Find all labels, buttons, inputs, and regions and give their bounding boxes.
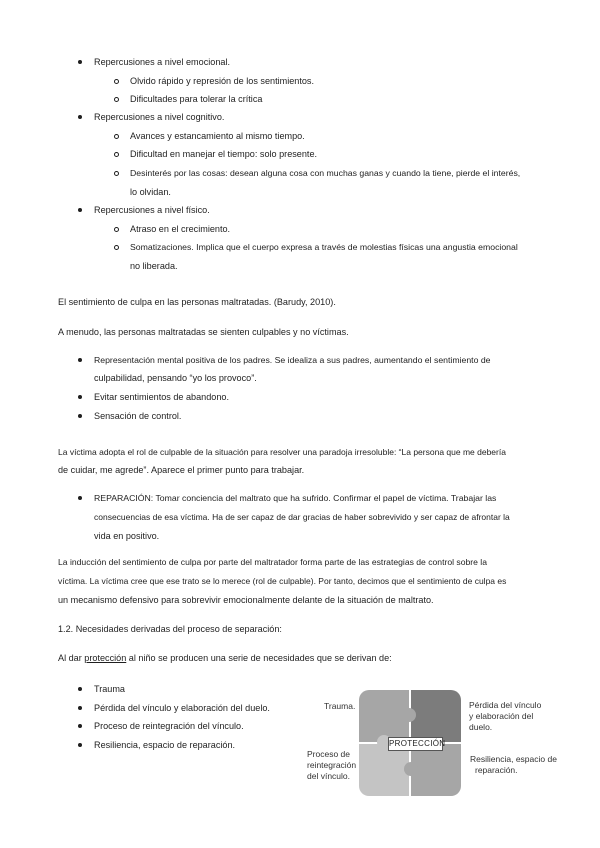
desinteres-line-2: lo olvidan. xyxy=(130,187,171,197)
puzzle-knob xyxy=(404,762,418,776)
bullet-emocional: Repercusiones a nivel emocional. xyxy=(94,57,230,67)
induccion-para-line-3: un mecanismo defensivo para sobrevivir emocionalmente delante de la situación de maltrato. xyxy=(58,595,434,605)
sub-bullet-marker xyxy=(114,152,119,157)
needs-intro-underlined: protección xyxy=(84,653,127,663)
bullet-marker xyxy=(78,706,82,710)
desinteres-line-1: Desinterés por las cosas: desean alguna cosa con muchas ganas y cuando la tiene, pierde el interés, xyxy=(130,168,521,178)
diagram-label-resiliencia-1: Resiliencia, espacio de xyxy=(470,754,557,764)
fisico-item-1: Atraso en el crecimiento. xyxy=(130,224,231,234)
culpa-bullet-2: Evitar sentimientos de abandono. xyxy=(94,392,229,402)
bullet-marker xyxy=(78,395,82,399)
sub-bullet-marker xyxy=(114,245,119,250)
bullet-marker xyxy=(78,414,82,418)
puzzle-piece-proceso xyxy=(359,744,409,796)
sub-bullet-marker xyxy=(114,79,119,84)
diagram-label-proceso-1: Proceso de xyxy=(307,749,350,759)
needs-item-3: Proceso de reintegración del vínculo. xyxy=(94,721,244,731)
bullet-marker xyxy=(78,358,82,362)
bullet-marker xyxy=(78,496,82,500)
puzzle-piece-perdida xyxy=(411,690,461,742)
somatizaciones-line-1: Somatizaciones. Implica que el cuerpo expresa a través de molestias físicas una angustia emocional xyxy=(130,242,518,252)
culpa-intro: A menudo, las personas maltratadas se sienten culpables y no víctimas. xyxy=(58,327,349,337)
needs-item-4: Resiliencia, espacio de reparación. xyxy=(94,740,236,750)
induccion-para-line-2: víctima. La víctima cree que ese trato se lo merece (rol de culpable). Por tanto, decimos que el sentimiento de culpa es xyxy=(58,576,507,586)
cognitivo-item-2: Dificultad en manejar el tiempo: solo presente. xyxy=(130,149,318,159)
section-heading-1-2: 1.2. Necesidades derivadas del proceso de separación: xyxy=(58,624,282,634)
puzzle-piece-resiliencia xyxy=(411,744,461,796)
bullet-marker xyxy=(78,208,82,212)
sub-bullet-marker xyxy=(114,171,119,176)
diagram-label-perdida-3: duelo. xyxy=(469,722,493,732)
culpa-bullet-1-line-1: Representación mental positiva de los padres. Se idealiza a sus padres, aumentando el sentimiento de xyxy=(94,355,491,365)
bullet-marker xyxy=(78,60,82,64)
diagram-label-resiliencia-2: reparación. xyxy=(475,765,518,775)
diagram-label-perdida-2: y elaboración del xyxy=(469,711,534,721)
bullet-fisico: Repercusiones a nivel físico. xyxy=(94,205,210,215)
victima-para-line-1: La víctima adopta el rol de culpable de la situación para resolver una paradoja irresoluble: “La persona que me debería xyxy=(58,447,506,457)
needs-intro-pre: Al dar xyxy=(58,653,85,663)
reparacion-line-2: consecuencias de esa víctima. Ha de ser capaz de dar gracias de haber sobrevivido y ser capaz de afrontar la xyxy=(94,512,510,522)
reparacion-line-3: vida en positivo. xyxy=(94,531,160,541)
bullet-marker xyxy=(78,743,82,747)
somatizaciones-line-2: no liberada. xyxy=(130,261,178,271)
diagram-label-perdida-1: Pérdida del vínculo xyxy=(469,700,542,710)
needs-intro xyxy=(58,652,392,664)
victima-para-line-2: de cuidar, me agrede”. Aparece el primer punto para trabajar. xyxy=(58,465,305,475)
sub-bullet-marker xyxy=(114,97,119,102)
culpa-heading: El sentimiento de culpa en las personas maltratadas. (Barudy, 2010). xyxy=(58,297,336,307)
bullet-cognitivo: Repercusiones a nivel cognitivo. xyxy=(94,112,225,122)
diagram-label-proceso-3: del vínculo. xyxy=(307,771,350,781)
bullet-marker xyxy=(78,115,82,119)
emocional-item-2: Dificultades para tolerar la crítica xyxy=(130,94,263,104)
culpa-bullet-1-line-2: culpabilidad, pensando “yo los provoco”. xyxy=(94,373,257,383)
sub-bullet-marker xyxy=(114,227,119,232)
diagram-label-proceso-2: reintegración xyxy=(307,760,357,770)
diagram-label-trauma: Trauma. xyxy=(324,701,356,711)
emocional-item-1: Olvido rápido y represión de los sentimientos. xyxy=(130,76,314,86)
bullet-marker xyxy=(78,724,82,728)
bullet-marker xyxy=(78,687,82,691)
puzzle-knob xyxy=(402,708,416,722)
induccion-para-line-1: La inducción del sentimiento de culpa por parte del maltratador forma parte de las estrategias de control sobre la xyxy=(58,557,487,567)
needs-item-1: Trauma xyxy=(94,684,125,694)
diagram-center-label: PROTECCIÓN xyxy=(388,737,443,751)
sub-bullet-marker xyxy=(114,134,119,139)
reparacion-line-1: REPARACIÓN: Tomar conciencia del maltrato que ha sufrido. Confirmar el papel de víctima. Trabajar las xyxy=(94,493,497,503)
needs-intro-post: al niño se producen una serie de necesidades que se derivan de: xyxy=(126,653,392,663)
cognitivo-item-1: Avances y estancamiento al mismo tiempo. xyxy=(130,131,305,141)
culpa-bullet-3: Sensación de control. xyxy=(94,411,182,421)
needs-item-2: Pérdida del vínculo y elaboración del duelo. xyxy=(94,703,270,713)
